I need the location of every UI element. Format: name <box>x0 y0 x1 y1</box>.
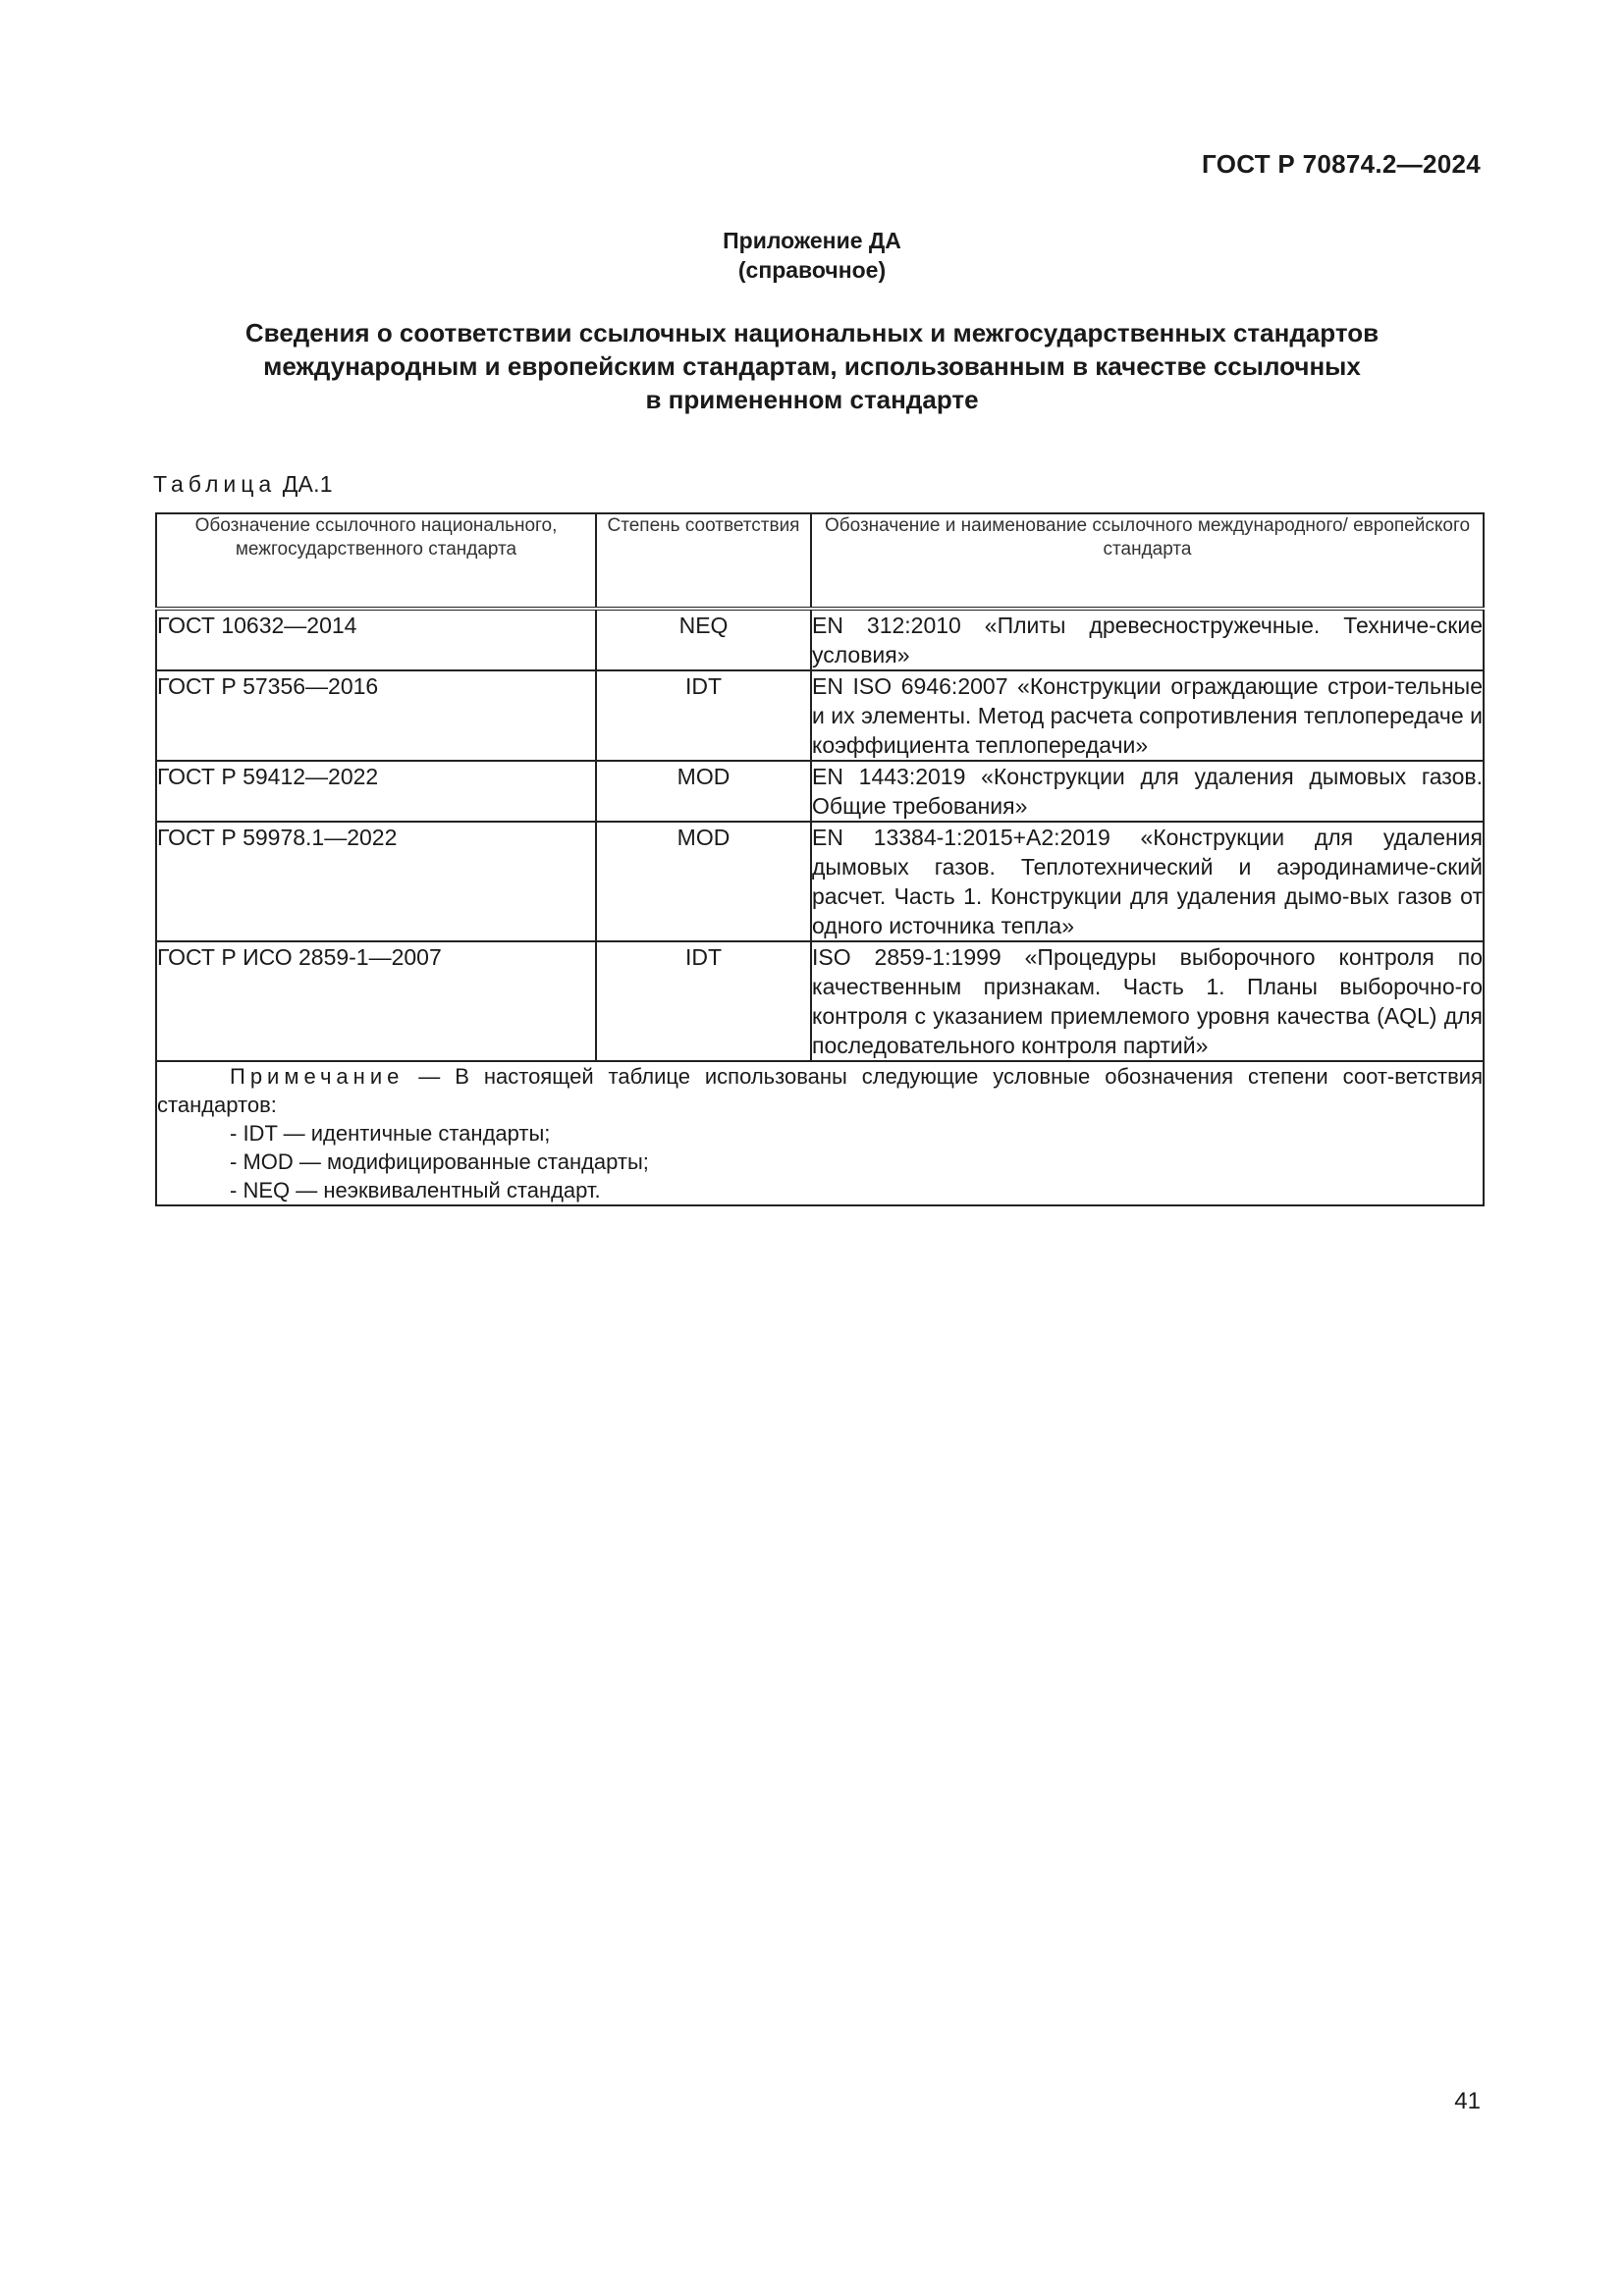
note-body: — В настоящей таблице использованы следующие условные обозначения степени соот-ветствия стандартов: <box>157 1064 1483 1117</box>
note-item: - NEQ — неэквивалентный стандарт. <box>230 1178 601 1202</box>
reference-cell: ISO 2859-1:1999 «Процедуры выборочного контроля по качественным признакам. Часть 1. Планы выборочно-го контроля с указанием приемлемого уровня качества (AQL) для последовательного контроля партий» <box>811 941 1484 1061</box>
degree-cell: MOD <box>596 761 811 822</box>
reference-cell: EN 1443:2019 «Конструкции для удаления дымовых газов. Общие требования» <box>811 761 1484 822</box>
page-number: 41 <box>1454 2088 1481 2114</box>
degree-cell: NEQ <box>596 609 811 670</box>
table-row <box>156 822 1484 941</box>
reference-cell: EN ISO 6946:2007 «Конструкции ограждающие строи-тельные и их элементы. Метод расчета сопротивления теплопередаче и коэффициента теплопередачи» <box>811 670 1484 761</box>
table-caption <box>153 471 333 498</box>
appendix-heading <box>0 226 1624 285</box>
table-row <box>156 761 1484 822</box>
table-caption-number: ДА.1 <box>282 471 333 497</box>
table-header-row <box>156 513 1484 609</box>
degree-cell: MOD <box>596 822 811 941</box>
degree-cell: IDT <box>596 941 811 1061</box>
note-item: - MOD — модифицированные стандарты; <box>230 1149 649 1174</box>
title-line: международным и европейским стандартам, использованным в качестве ссылочных <box>263 351 1361 381</box>
correspondence-table <box>155 512 1485 1206</box>
standard-cell: ГОСТ Р 59412—2022 <box>156 761 596 822</box>
note-text <box>157 1062 1483 1119</box>
section-title <box>0 316 1624 416</box>
reference-cell: EN 13384-1:2015+A2:2019 «Конструкции для удаления дымовых газов. Теплотехнический и аэродинамиче-ский расчет. Часть 1. Конструкции для удаления дымо-вых газов от одного источника тепла» <box>811 822 1484 941</box>
document-code: ГОСТ Р 70874.2—2024 <box>1202 149 1481 179</box>
reference-cell: EN 312:2010 «Плиты древесностружечные. Техниче-ские условия» <box>811 609 1484 670</box>
table-note <box>156 1061 1484 1205</box>
title-line: Сведения о соответствии ссылочных национальных и межгосударственных стандартов <box>244 318 1380 347</box>
degree-cell: IDT <box>596 670 811 761</box>
table-note-row <box>156 1061 1484 1205</box>
appendix-subtitle: (справочное) <box>737 257 887 283</box>
header-cell: Обозначение и наименование ссылочного международного/ европейского стандарта <box>811 513 1484 609</box>
note-item: - IDT — идентичные стандарты; <box>230 1121 551 1146</box>
table-caption-word: Таблица <box>153 471 277 497</box>
standard-cell: ГОСТ Р 59978.1—2022 <box>156 822 596 941</box>
standard-cell: ГОСТ Р 57356—2016 <box>156 670 596 761</box>
table-row <box>156 941 1484 1061</box>
appendix-title: Приложение ДА <box>723 228 901 253</box>
standard-cell: ГОСТ 10632—2014 <box>156 609 596 670</box>
title-line: в примененном стандарте <box>645 385 979 414</box>
table-row <box>156 609 1484 670</box>
standard-cell: ГОСТ Р ИСО 2859-1—2007 <box>156 941 596 1061</box>
header-cell: Степень соответствия <box>596 513 811 609</box>
table-row <box>156 670 1484 761</box>
header-cell: Обозначение ссылочного национального, межгосударственного стандарта <box>156 513 596 609</box>
note-label: Примечание <box>230 1064 405 1089</box>
